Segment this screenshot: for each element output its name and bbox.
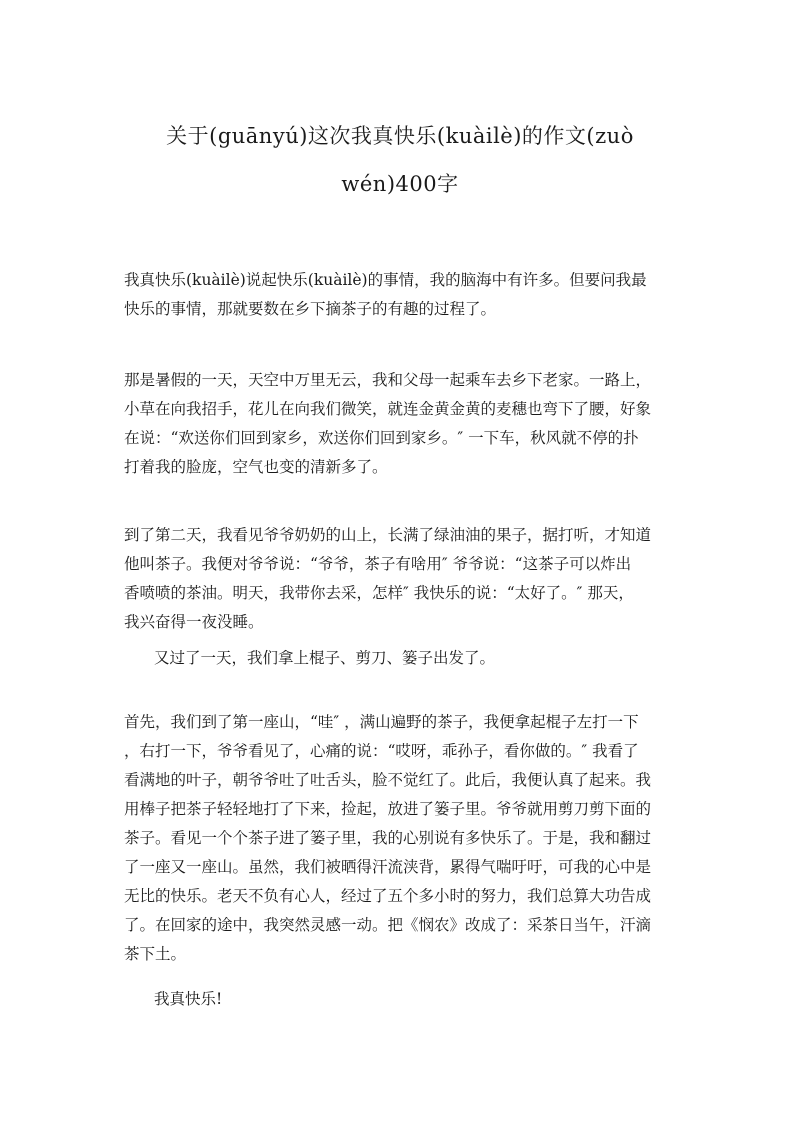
text-line: 又过了一天，我们拿上棍子、剪刀、篓子出发了。 xyxy=(154,649,496,667)
paragraph-second-day xyxy=(124,521,672,637)
paragraph-trip xyxy=(124,366,672,482)
paragraph-conclusion xyxy=(124,985,702,1014)
title-line-1: 关于(guānyú)这次我真快乐(kuàilè)的作文(zuò xyxy=(166,124,634,148)
paragraph-intro xyxy=(124,266,672,324)
paragraph-departure xyxy=(124,644,702,673)
text-line: 快乐的事情，那就要数在乡下摘茶子的有趣的过程了。 xyxy=(124,300,497,318)
page-title xyxy=(120,112,680,208)
text-line: 用棒子把茶子轻轻地打了下来，捡起，放进了篓子里。爷爷就用剪刀剪下面的 xyxy=(124,800,652,818)
text-line: 无比的快乐。老天不负有心人，经过了五个多小时的努力，我们总算大功告成 xyxy=(124,887,652,905)
text-line: 打着我的脸庞，空气也变的清新多了。 xyxy=(124,458,388,476)
text-line: 小草在向我招手，花儿在向我们微笑，就连金黄金黄的麦穗也弯下了腰，好象 xyxy=(124,400,652,418)
text-line: 了。在回家的途中，我突然灵感一动。把《悯农》改成了：采茶日当午，汗滴 xyxy=(124,916,652,934)
text-line: 到了第二天，我看见爷爷奶奶的山上，长满了绿油油的果子，据打听，才知道 xyxy=(124,526,652,544)
title-line-2: wén)400字 xyxy=(341,172,459,196)
text-line: 香喷喷的茶油。明天，我带你去采，怎样″ 我快乐的说：“太好了。″ 那天， xyxy=(124,584,634,602)
text-line: 我真快乐! xyxy=(154,990,223,1008)
text-line: 茶子。看见一个个茶子进了篓子里，我的心别说有多快乐了。于是，我和翻过 xyxy=(124,829,652,847)
text-line: 我真快乐(kuàilè)说起快乐(kuàilè)的事情，我的脑海中有许多。但要问我最 xyxy=(124,271,647,289)
paragraph-picking xyxy=(124,708,672,969)
text-line: 茶下土。 xyxy=(124,945,187,963)
text-line: 看满地的叶子，朝爷爷吐了吐舌头，脸不觉红了。此后，我便认真了起来。我 xyxy=(124,771,652,789)
text-line: 那是暑假的一天，天空中万里无云，我和父母一起乘车去乡下老家。一路上， xyxy=(124,371,652,389)
text-line: 了一座又一座山。虽然，我们被晒得汗流浃背，累得气喘吁吁，可我的心中是 xyxy=(124,858,652,876)
text-line: 首先，我们到了第一座山，“哇″ ，满山遍野的茶子，我便拿起棍子左打一下 xyxy=(124,713,639,731)
text-line: 在说：“欢送你们回到家乡，欢送你们回到家乡。″ 一下车，秋风就不停的扑 xyxy=(124,429,639,447)
text-line: 他叫茶子。我便对爷爷说：“爷爷，茶子有啥用″ 爷爷说：“这茶子可以炸出 xyxy=(124,555,632,573)
text-line: ，右打一下，爷爷看见了，心痛的说：“哎呀，乖孙子，看你做的。″ 我看了 xyxy=(124,742,639,760)
text-line: 我兴奋得一夜没睡。 xyxy=(124,613,264,631)
